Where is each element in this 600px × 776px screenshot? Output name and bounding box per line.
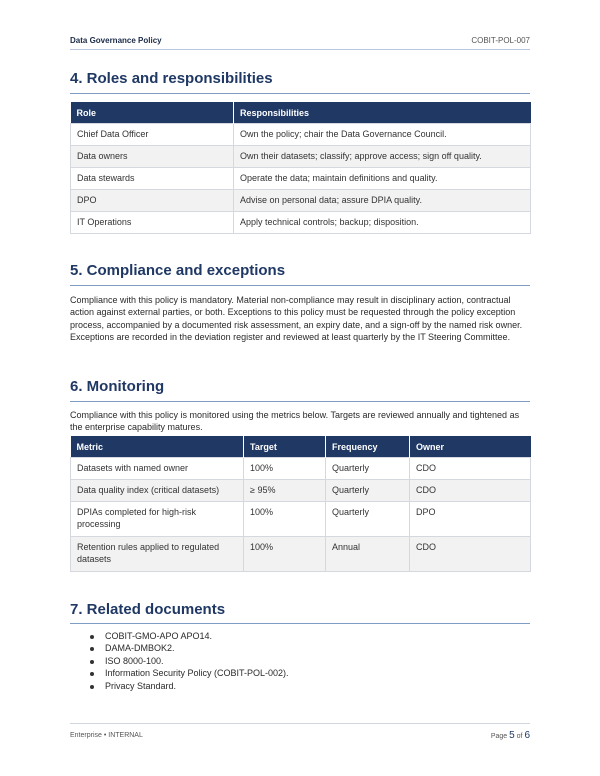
bullet-icon	[90, 672, 94, 676]
bullet-icon	[90, 635, 94, 639]
table-cell: CDO	[410, 480, 531, 502]
column-header: Metric	[71, 436, 244, 458]
table-cell: Own the policy; chair the Data Governance Council.	[234, 124, 531, 146]
section-divider	[70, 285, 530, 286]
table-cell: IT Operations	[71, 212, 234, 234]
section-heading-compliance: 5. Compliance and exceptions	[70, 262, 286, 279]
list-item-text: DAMA-DMBOK2.	[105, 643, 175, 654]
list-item-text: COBIT-GMO-APO APO14.	[105, 631, 213, 641]
table-row	[71, 480, 531, 502]
table-header-row	[71, 102, 531, 124]
table-cell: DPO	[410, 502, 531, 537]
list-item-text: Information Security Policy (COBIT-POL-002).	[105, 668, 289, 679]
list-item-text: Privacy Standard.	[105, 680, 177, 691]
table-row	[71, 502, 531, 537]
table-header-row	[71, 436, 531, 458]
table-cell: 100%	[244, 502, 326, 537]
table-cell: CDO	[410, 458, 531, 480]
page-total: 6	[524, 730, 530, 741]
section-divider	[70, 93, 530, 94]
list-item	[70, 680, 289, 692]
table-cell: Advise on personal data; assure DPIA quality.	[234, 190, 531, 212]
table-row	[71, 146, 531, 168]
table-cell: DPO	[71, 190, 234, 212]
column-header: Frequency	[326, 436, 410, 458]
document-title: Data Governance Policy	[70, 36, 162, 45]
section-heading-monitoring: 6. Monitoring	[70, 378, 165, 395]
table-cell: Apply technical controls; backup; disposition.	[234, 212, 531, 234]
metrics-table	[70, 436, 531, 572]
list-item	[70, 667, 289, 679]
section-heading-roles: 4. Roles and responsibilities	[70, 70, 273, 87]
table-cell: Own their datasets; classify; approve access; sign off quality.	[234, 146, 531, 168]
page-prefix: Page	[490, 733, 508, 740]
table-cell: Operate the data; maintain definitions and quality.	[234, 168, 531, 190]
page-indicator	[491, 730, 530, 741]
bullet-icon	[90, 660, 94, 664]
page-of: of	[516, 733, 523, 740]
header-divider	[70, 49, 530, 50]
table-row	[71, 124, 531, 146]
running-header	[70, 36, 530, 45]
list-item-text: ISO 8000-100.	[105, 655, 164, 666]
related-documents-list	[70, 630, 289, 692]
document-code: COBIT-POL-007	[471, 36, 530, 45]
table-cell: Quarterly	[326, 458, 410, 480]
section-divider	[70, 623, 530, 624]
table-cell: Data stewards	[71, 168, 234, 190]
footer-divider	[70, 723, 530, 724]
table-cell: Annual	[326, 537, 410, 572]
table-cell: Quarterly	[326, 480, 410, 502]
table-cell: CDO	[410, 537, 531, 572]
table-cell: ≥ 95%	[244, 480, 326, 502]
list-item	[70, 642, 289, 654]
table-cell: Datasets with named owner	[71, 458, 244, 480]
column-header: Target	[244, 436, 326, 458]
monitoring-intro: Compliance with this policy is monitored using the metrics below. Targets are reviewed annually and tightened as the enterprise capability matures.	[70, 410, 520, 433]
classification-label: Enterprise • INTERNAL	[70, 732, 143, 739]
table-row	[71, 168, 531, 190]
column-header: Owner	[410, 436, 531, 458]
table-cell: Quarterly	[326, 502, 410, 537]
table-cell: DPIAs completed for high-risk processing	[71, 502, 244, 537]
bullet-icon	[90, 647, 94, 651]
table-cell: 100%	[244, 537, 326, 572]
list-item	[70, 630, 289, 642]
table-cell: Data owners	[71, 146, 234, 168]
table-cell: Data quality index (critical datasets)	[71, 480, 244, 502]
table-row	[71, 190, 531, 212]
bullet-icon	[90, 685, 94, 689]
list-item	[70, 655, 289, 667]
table-row	[71, 458, 531, 480]
column-header: Role	[71, 102, 234, 124]
table-cell: Chief Data Officer	[71, 124, 234, 146]
roles-table	[70, 102, 531, 234]
running-footer	[70, 730, 530, 741]
table-row	[71, 212, 531, 234]
table-cell: Retention rules applied to regulated datasets	[71, 537, 244, 572]
column-header: Responsibilities	[234, 102, 531, 124]
section-heading-related: 7. Related documents	[70, 601, 226, 618]
compliance-paragraph: Compliance with this policy is mandatory. Material non-compliance may result in disciplinary action, contractual action against external parties, or both. Exceptions to this policy must be requested through the policy exception process, accompanied by a documented risk assessment, an expiry date, and a sign-off by the named risk owner. Exceptions are recorded in the deviation register and reviewed at least quarterly by the IT Steering Committee.	[70, 295, 523, 343]
page-current: 5	[509, 730, 515, 741]
table-row	[71, 537, 531, 572]
section-divider	[70, 401, 530, 402]
table-cell: 100%	[244, 458, 326, 480]
